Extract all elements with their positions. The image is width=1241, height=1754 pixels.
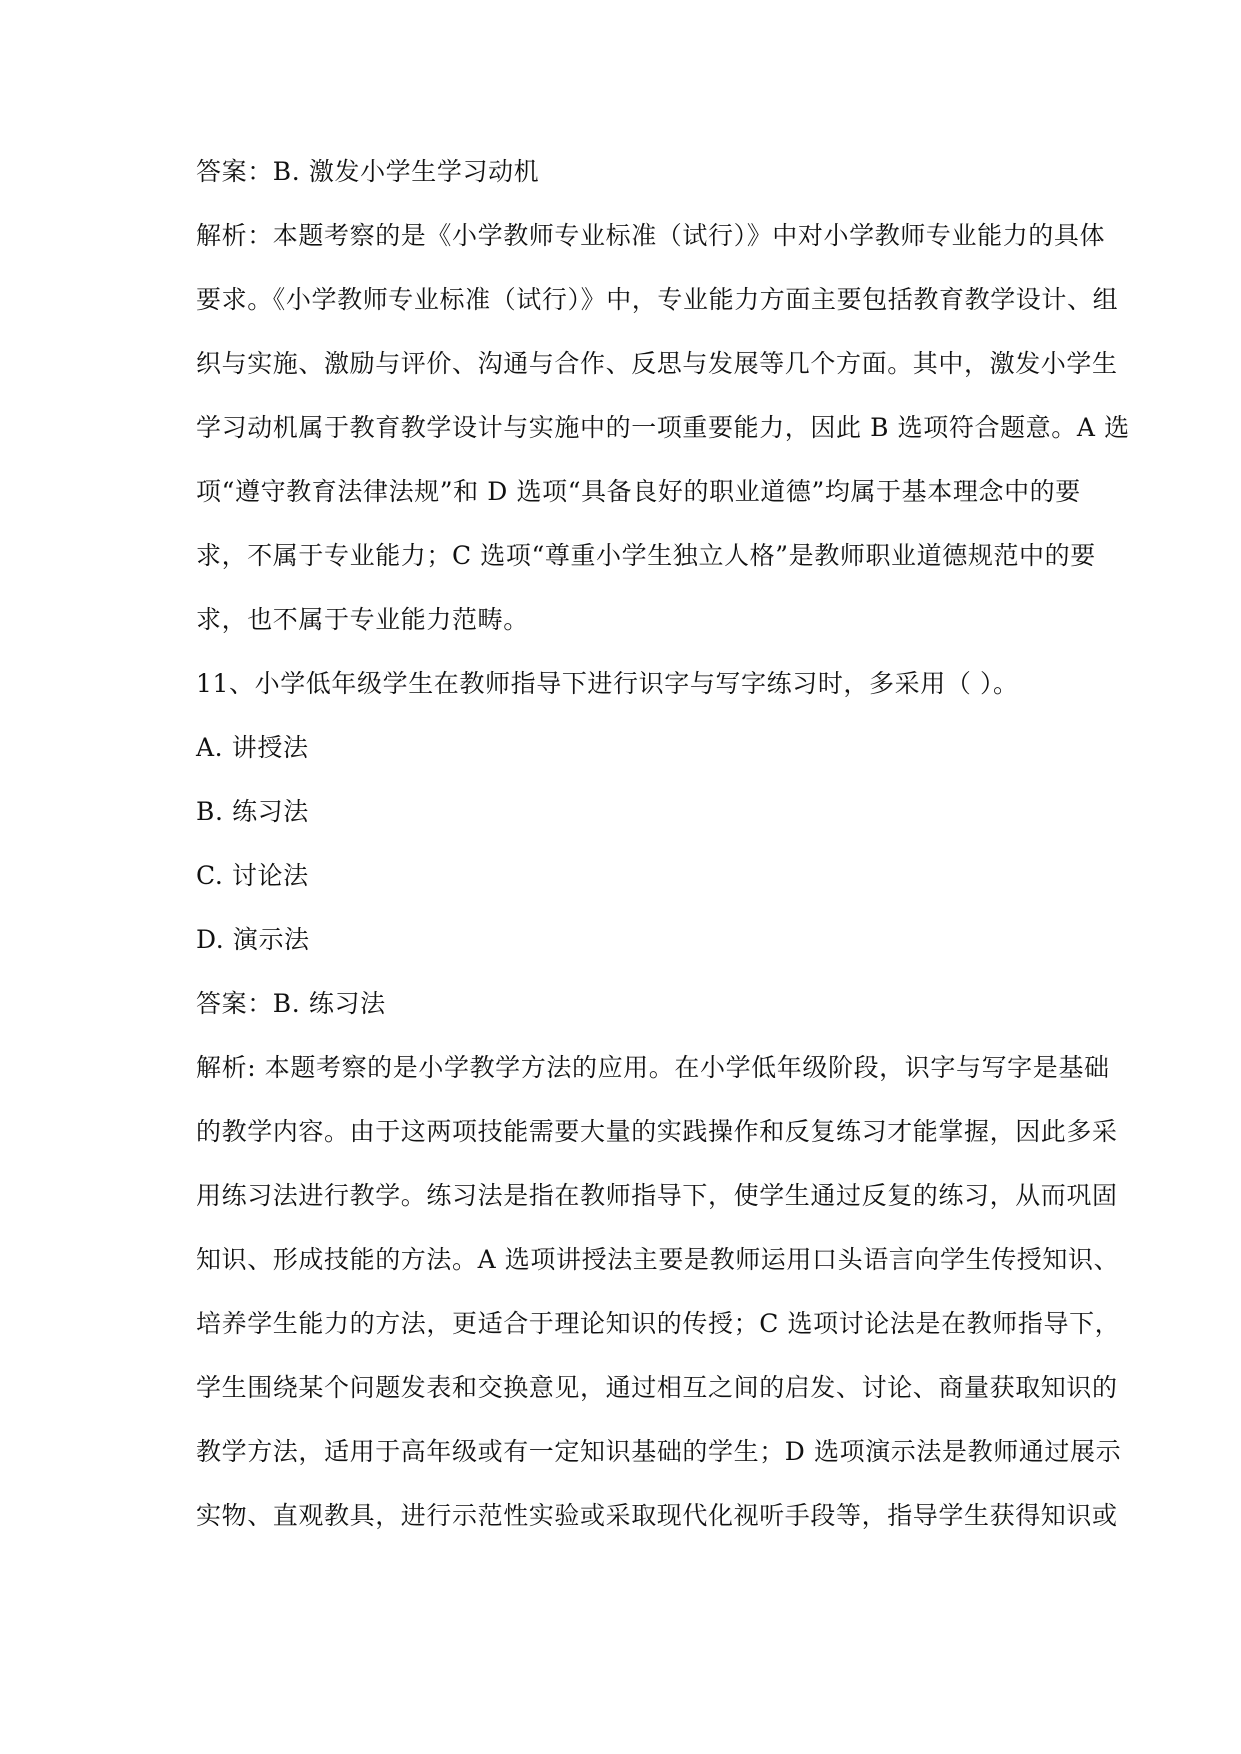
analysis-paragraph xyxy=(196,204,1130,652)
analysis-line: 要求。《小学教师专业标准（试行）》中，专业能力方面主要包括教育教学设计、组 xyxy=(196,285,1119,314)
option-b: B. 练习法 xyxy=(196,797,309,826)
analysis-line: 求，不属于专业能力；C 选项“尊重小学生独立人格”是教师职业道德规范中的要 xyxy=(196,541,1096,570)
analysis-line: 教学方法，适用于高年级或有一定知识基础的学生；D 选项演示法是教师通过展示 xyxy=(196,1437,1122,1466)
analysis-line: 学习动机属于教育教学设计与实施中的一项重要能力，因此 B 选项符合题意。A 选 xyxy=(196,413,1130,442)
analysis-line: 求，也不属于专业能力范畴。 xyxy=(196,605,529,634)
analysis-paragraph xyxy=(196,1036,1122,1548)
analysis-line: 解析：本题考察的是《小学教师专业标准（试行）》中对小学教师专业能力的具体 xyxy=(196,221,1106,250)
answer-line: 答案：B. 激发小学生学习动机 xyxy=(196,157,540,186)
analysis-line: 的教学内容。由于这两项技能需要大量的实践操作和反复练习才能掌握，因此多采 xyxy=(196,1117,1118,1146)
analysis-line: 用练习法进行教学。练习法是指在教师指导下，使学生通过反复的练习，从而巩固 xyxy=(196,1181,1118,1210)
option-a: A. 讲授法 xyxy=(196,733,309,762)
analysis-line: 培养学生能力的方法，更适合于理论知识的传授；C 选项讨论法是在教师指导下， xyxy=(196,1309,1121,1338)
analysis-line: 解析: 本题考察的是小学教学方法的应用。在小学低年级阶段，识字与写字是基础 xyxy=(196,1053,1110,1082)
analysis-line: 织与实施、激励与评价、沟通与合作、反思与发展等几个方面。其中，激发小学生 xyxy=(196,349,1118,378)
analysis-line: 知识、形成技能的方法。A 选项讲授法主要是教师运用口头语言向学生传授知识、 xyxy=(196,1245,1120,1274)
analysis-line: 项“遵守教育法律法规”和 D 选项“具备良好的职业道德”均属于基本理念中的要 xyxy=(196,477,1081,506)
analysis-line: 学生围绕某个问题发表和交换意见，通过相互之间的启发、讨论、商量获取知识的 xyxy=(196,1373,1118,1402)
analysis-line: 实物、直观教具，进行示范性实验或采取现代化视听手段等，指导学生获得知识或 xyxy=(196,1501,1118,1530)
option-c: C. 讨论法 xyxy=(196,861,309,890)
answer-line: 答案：B. 练习法 xyxy=(196,989,386,1018)
document-body xyxy=(196,140,1130,1548)
question-stem: 11、小学低年级学生在教师指导下进行识字与写字练习时，多采用（ ）。 xyxy=(196,669,1019,698)
option-d: D. 演示法 xyxy=(196,925,310,954)
